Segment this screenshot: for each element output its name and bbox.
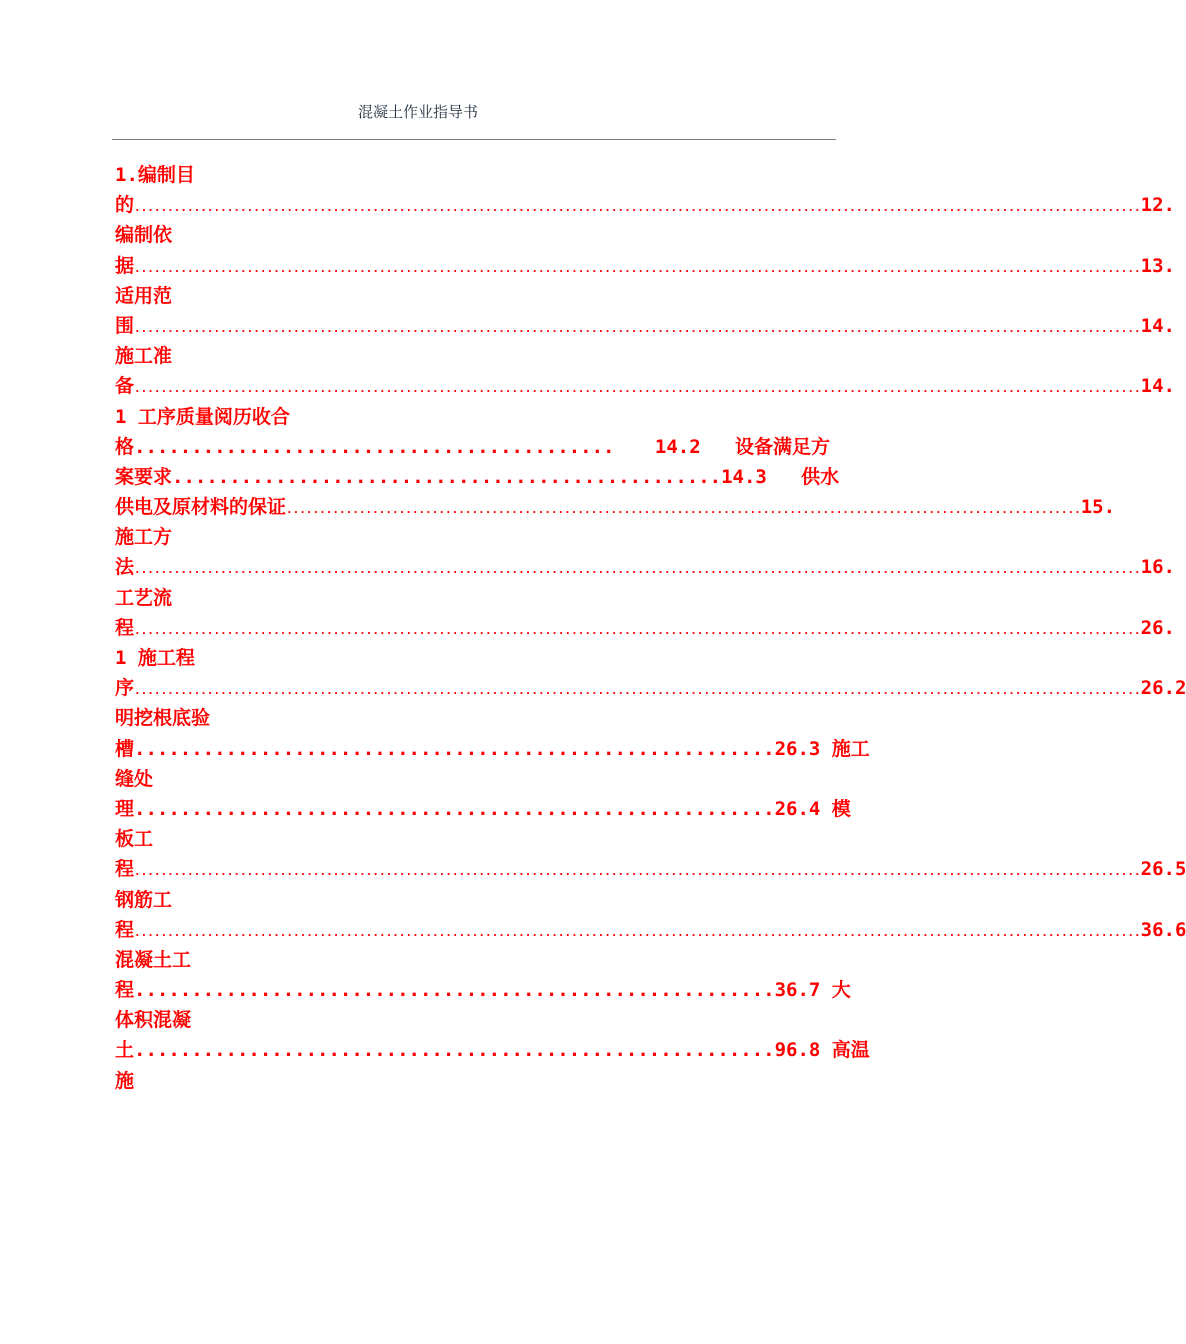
toc-line — [115, 341, 830, 371]
toc-entry-text: 程 — [115, 979, 135, 1002]
toc-entry-text: 程 — [115, 918, 135, 941]
toc-dot-leader: ........................................................................................................................................................ — [134, 684, 1141, 698]
toc-dot-leader: ........................................................................................................................................................ — [134, 623, 1141, 637]
toc-dot-leader: ........................................................................................................................ — [286, 503, 1081, 517]
toc-line — [115, 703, 830, 733]
toc-page-number: 14.2 设备满足方 — [654, 435, 830, 458]
toc-entry-text: 板工 — [115, 828, 154, 851]
toc-dot-leader: ........................................................................................................................................................ — [134, 865, 1141, 879]
toc-page-number: 13. — [1140, 254, 1175, 277]
toc-page-number: 26. — [1140, 616, 1175, 639]
toc-page-number: 12. — [1140, 194, 1175, 217]
toc-entry-text: 1.编制目 — [115, 164, 195, 186]
toc-entry-text: 施工方 — [115, 526, 173, 549]
toc-page-number: 26.4 模 — [774, 797, 851, 820]
toc-line — [115, 673, 1186, 703]
toc-line — [115, 734, 870, 764]
toc-entry-text: 格 — [115, 435, 135, 458]
page-header-title: 混凝土作业指导书 — [358, 103, 479, 121]
toc-line — [115, 1005, 830, 1035]
toc-line — [115, 794, 851, 824]
toc-line — [115, 1035, 870, 1065]
table-of-contents — [115, 160, 1186, 1096]
toc-line — [115, 975, 851, 1005]
toc-line — [115, 613, 1175, 643]
toc-page-number: 15. — [1080, 496, 1116, 519]
toc-dot-leader: ........................................................................................................................................................ — [134, 261, 1141, 275]
toc-dot-leader: ................................................ — [172, 465, 722, 488]
toc-page-number: 14. — [1140, 375, 1175, 398]
toc-line — [115, 1066, 830, 1096]
toc-entry-text: 程 — [115, 858, 135, 881]
toc-entry-text: 备 — [115, 375, 135, 398]
toc-dot-leader: ........................................................................................................................................................ — [134, 201, 1141, 215]
toc-line — [115, 371, 1175, 401]
toc-line — [115, 764, 830, 794]
toc-page-number: 96.8 高温 — [774, 1039, 870, 1062]
toc-line — [115, 281, 830, 311]
toc-line — [115, 220, 830, 250]
toc-entry-text: 1 工序质量阅历收合 — [115, 405, 290, 428]
toc-page-number: 36.6 — [1140, 918, 1186, 941]
toc-entry-text: 围 — [115, 314, 135, 337]
toc-line — [115, 854, 1186, 884]
toc-entry-text: 土 — [115, 1039, 135, 1062]
toc-entry-text: 明挖根底验 — [115, 707, 211, 730]
toc-entry-text: 体积混凝 — [115, 1009, 192, 1032]
toc-dot-leader: .......................................... — [134, 435, 615, 458]
toc-line — [115, 402, 830, 432]
toc-entry-text: 适用范 — [115, 284, 173, 307]
toc-page-number: 26.5 — [1140, 858, 1186, 881]
toc-entry-text: 槽 — [115, 737, 135, 760]
header-divider — [112, 139, 836, 140]
toc-entry-text: 钢筋工 — [115, 888, 173, 911]
toc-line — [115, 251, 1175, 281]
toc-page-number: 36.7 大 — [774, 979, 851, 1002]
toc-dot-leader: ........................................................ — [134, 979, 775, 1002]
toc-line — [115, 160, 830, 190]
toc-line — [115, 311, 1175, 341]
toc-line — [115, 492, 1116, 522]
toc-line — [115, 824, 830, 854]
toc-page-number: 14.3 供水 — [721, 465, 840, 488]
toc-entry-text: 案要求 — [115, 465, 173, 488]
toc-entry-text: 理 — [115, 797, 135, 820]
toc-line — [115, 552, 1175, 582]
toc-line — [115, 462, 840, 492]
toc-entry-text: 序 — [115, 677, 135, 700]
toc-entry-text: 据 — [115, 254, 135, 277]
toc-line — [115, 583, 830, 613]
toc-page-number: 26.3 施工 — [774, 737, 870, 760]
toc-entry-text: 工艺流 — [115, 586, 173, 609]
toc-line — [115, 945, 830, 975]
toc-entry-text: 施 — [115, 1069, 135, 1092]
toc-dot-leader: ........................................................................................................................................................ — [134, 321, 1141, 335]
toc-entry-text: 1 施工程 — [115, 647, 195, 669]
toc-line — [115, 432, 830, 462]
toc-dot-leader: ........................................................................................................................................................ — [134, 382, 1141, 396]
toc-entry-text: 程 — [115, 616, 135, 639]
toc-dot-leader: ........................................................................................................................................................ — [134, 925, 1141, 939]
toc-dot-leader: ........................................................................................................................................................ — [134, 563, 1141, 577]
toc-entry-text: 法 — [115, 556, 135, 579]
toc-dot-leader: ........................................................ — [134, 797, 775, 820]
toc-page-number: 14. — [1140, 314, 1175, 337]
toc-dot-leader: ........................................................ — [134, 737, 775, 760]
toc-line — [115, 915, 1186, 945]
toc-entry-text: 缝处 — [115, 767, 154, 790]
toc-entry-text: 混凝土工 — [115, 948, 192, 971]
toc-page-number: 26.2 — [1140, 677, 1186, 700]
toc-entry-text: 的 — [115, 194, 135, 217]
toc-line — [115, 190, 1175, 220]
toc-page-number: 16. — [1140, 556, 1175, 579]
toc-line — [115, 522, 830, 552]
toc-dot-leader: ........................................................ — [134, 1039, 775, 1062]
toc-line — [115, 885, 830, 915]
toc-entry-text: 编制依 — [115, 224, 173, 247]
toc-entry-text: 施工准 — [115, 345, 173, 368]
toc-entry-text: 供电及原材料的保证 — [115, 496, 287, 519]
toc-line — [115, 643, 830, 673]
